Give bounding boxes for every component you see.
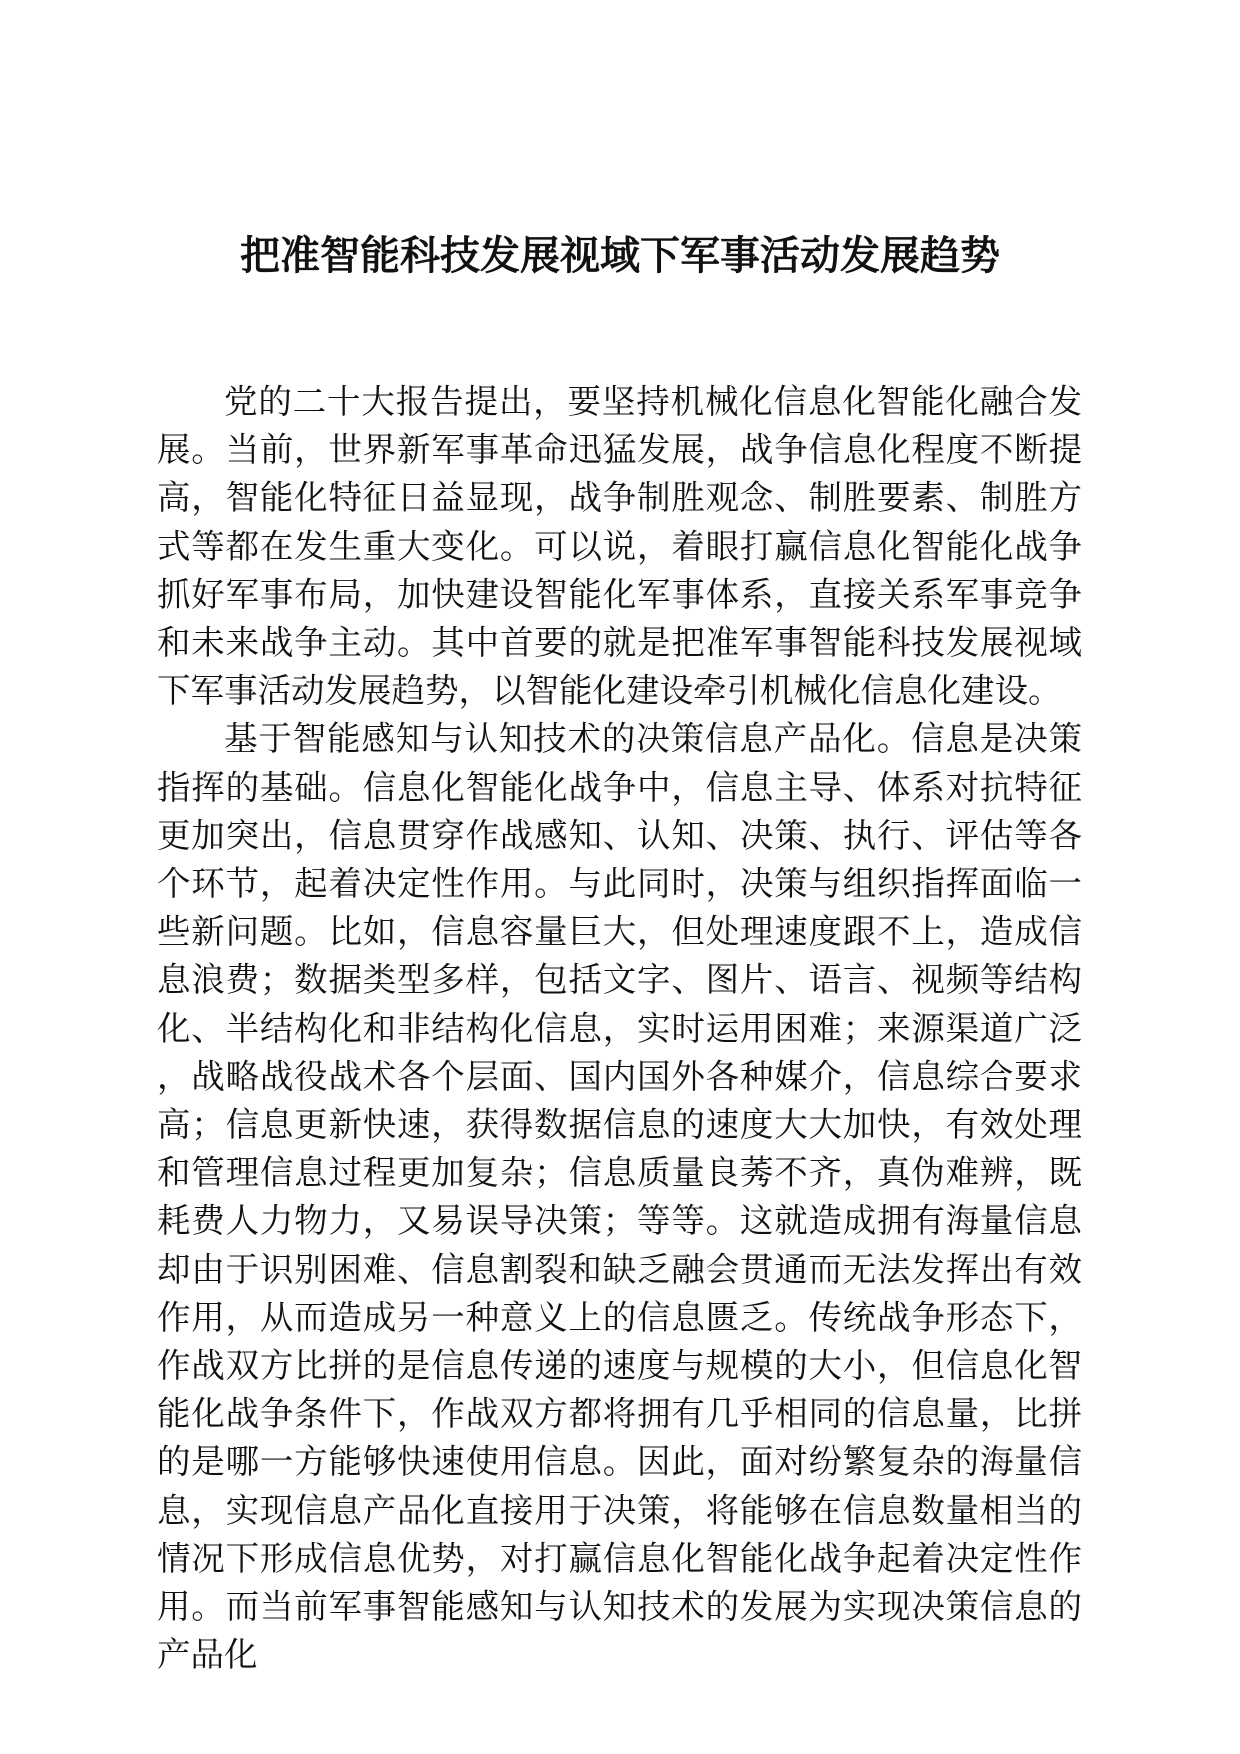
- paragraph-intro: 党的二十大报告提出，要坚持机械化信息化智能化融合发展。当前，世界新军事革命迅猛发展，战争信息化程度不断提高，智能化特征日益显现，战争制胜观念、制胜要素、制胜方式等都在发生重大变化。可以说，着眼打赢信息化智能化战争抓好军事布局，加快建设智能化军事体系，直接关系军事竞争和未来战争主动。其中首要的就是把准军事智能科技发展视域下军事活动发展趋势，以智能化建设牵引机械化信息化建设。: [157, 382, 1082, 711]
- document-body: [157, 378, 1082, 1679]
- paragraph-decision-information: 基于智能感知与认知技术的决策信息产品化。信息是决策指挥的基础。信息化智能化战争中，信息主导、体系对抗特征更加突出，信息贯穿作战感知、认知、决策、执行、评估等各个环节，起着决定性作用。与此同时，决策与组织指挥面临一些新问题。比如，信息容量巨大，但处理速度跟不上，造成信息浪费；数据类型多样，包括文字、图片、语言、视频等结构化、半结构化和非结构化信息，实时运用困难；来源渠道广泛，战略战役战术各个层面、国内国外各种媒介，信息综合要求高；信息更新快速，获得数据信息的速度大大加快，有效处理和管理信息过程更加复杂；信息质量良莠不齐，真伪难辨，既耗费人力物力，又易误导决策；等等。这就造成拥有海量信息却由于识别困难、信息割裂和缺乏融会贯通而无法发挥出有效作用，从而造成另一种意义上的信息匮乏。传统战争形态下，作战双方比拼的是信息传递的速度与规模的大小，但信息化智能化战争条件下，作战双方都将拥有几乎相同的信息量，比拼的是哪一方能够快速使用信息。因此，面对纷繁复杂的海量信息，实现信息产品化直接用于决策，将能够在信息数量相当的情况下形成信息优势，对打赢信息化智能化战争起着决定性作用。而当前军事智能感知与认知技术的发展为实现决策信息的产品化: [157, 719, 1082, 1675]
- document-title: 把准智能科技发展视域下军事活动发展趋势: [240, 232, 1000, 279]
